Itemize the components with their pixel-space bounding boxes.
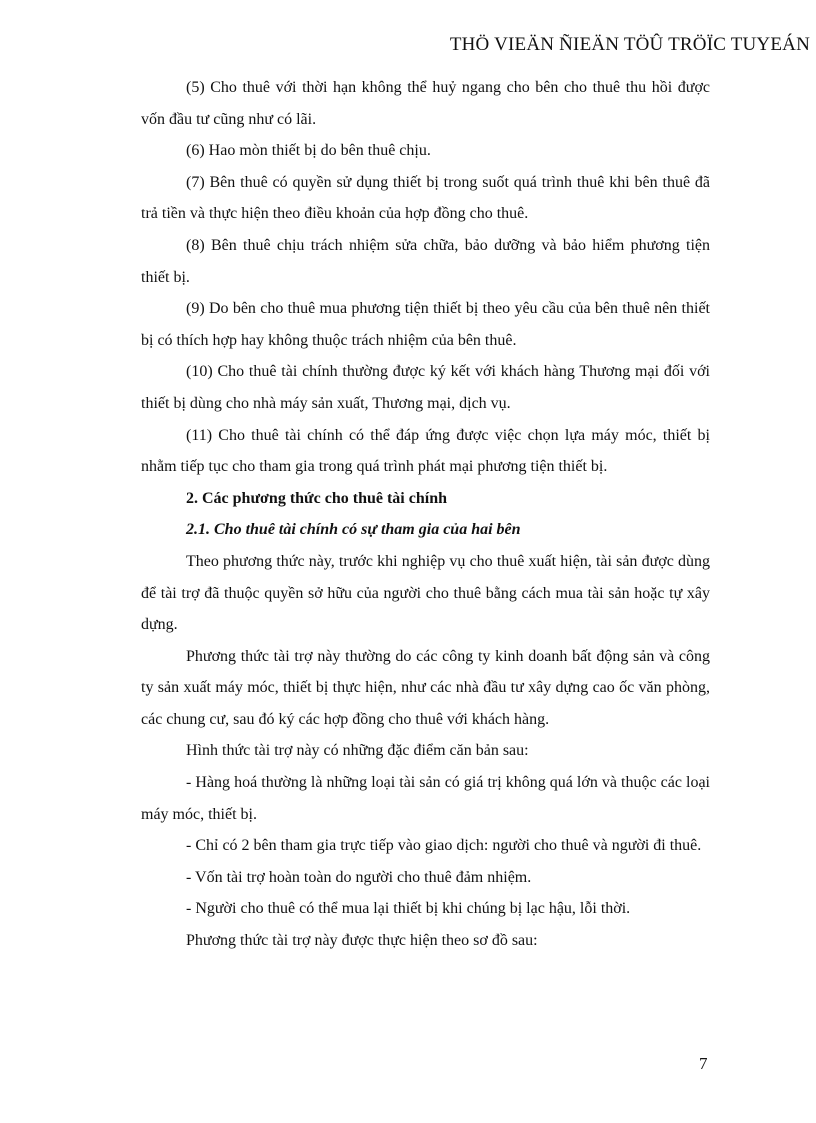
paragraph-item-7: (7) Bên thuê có quyền sử dụng thiết bị trong suốt quá trình thuê khi bên thuê đã trả tiền và thực hiện theo điều khoản của hợp đồng cho thuê.	[141, 173, 710, 223]
paragraph-item-9: (9) Do bên cho thuê mua phương tiện thiết bị theo yêu cầu của bên thuê nên thiết bị có thích hợp hay không thuộc trách nhiệm của bên thuê.	[141, 300, 710, 349]
body-paragraph: Hình thức tài trợ này có những đặc điểm căn bản sau:	[186, 742, 529, 760]
body-paragraph: Phương thức tài trợ này thường do các công ty kinh doanh bất động sản và công ty sản xuất máy móc, thiết bị thực hiện, như các nhà đầu tư xây dựng cao ốc văn phòng, các chung cư, sau đó ký các hợp đồng cho thuê với khách hàng.	[141, 647, 710, 728]
paragraph-item-8: (8) Bên thuê chịu trách nhiệm sửa chữa, bảo dưỡng và bảo hiểm phương tiện thiết bị.	[141, 236, 710, 286]
page-number: 7	[699, 1054, 708, 1073]
page-header: THÖ VIEÄN ÑIEÄN TÖÛ TRÖÏC TUYEÁN	[449, 34, 810, 55]
section-heading: 2. Các phương thức cho thuê tài chính	[186, 489, 447, 507]
paragraph-item-11: (11) Cho thuê tài chính có thể đáp ứng được việc chọn lựa máy móc, thiết bị nhằm tiếp tục cho tham gia trong quá trình phát mại phương tiện thiết bị.	[141, 426, 710, 476]
bullet-paragraph: - Vốn tài trợ hoàn toàn do người cho thuê đảm nhiệm.	[186, 868, 532, 886]
bullet-paragraph: - Chỉ có 2 bên tham gia trực tiếp vào giao dịch: người cho thuê và người đi thuê.	[186, 837, 702, 855]
body-paragraph: Phương thức tài trợ này được thực hiện theo sơ đồ sau:	[186, 932, 538, 950]
bullet-paragraph: - Hàng hoá thường là những loại tài sản có giá trị không quá lớn và thuộc các loại máy móc, thiết bị.	[141, 774, 710, 823]
body-paragraph: Theo phương thức này, trước khi nghiệp vụ cho thuê xuất hiện, tài sản được dùng để tài trợ đã thuộc quyền sở hữu của người cho thuê bằng cách mua tài sản hoặc tự xây dựng.	[141, 552, 710, 634]
paragraph-item-10: (10) Cho thuê tài chính thường được ký kết với khách hàng Thương mại đối với thiết bị dùng cho nhà máy sản xuất, Thương mại, dịch vụ.	[141, 363, 710, 412]
page-body	[141, 72, 710, 957]
paragraph-item-6: (6) Hao mòn thiết bị do bên thuê chịu.	[186, 142, 431, 160]
subsection-heading: 2.1. Cho thuê tài chính có sự tham gia của hai bên	[186, 521, 521, 539]
paragraph-item-5: (5) Cho thuê với thời hạn không thể huỷ ngang cho bên cho thuê thu hồi được vốn đầu tư cũng như có lãi.	[141, 79, 710, 128]
bullet-paragraph: - Người cho thuê có thể mua lại thiết bị khi chúng bị lạc hậu, lỗi thời.	[186, 900, 631, 918]
